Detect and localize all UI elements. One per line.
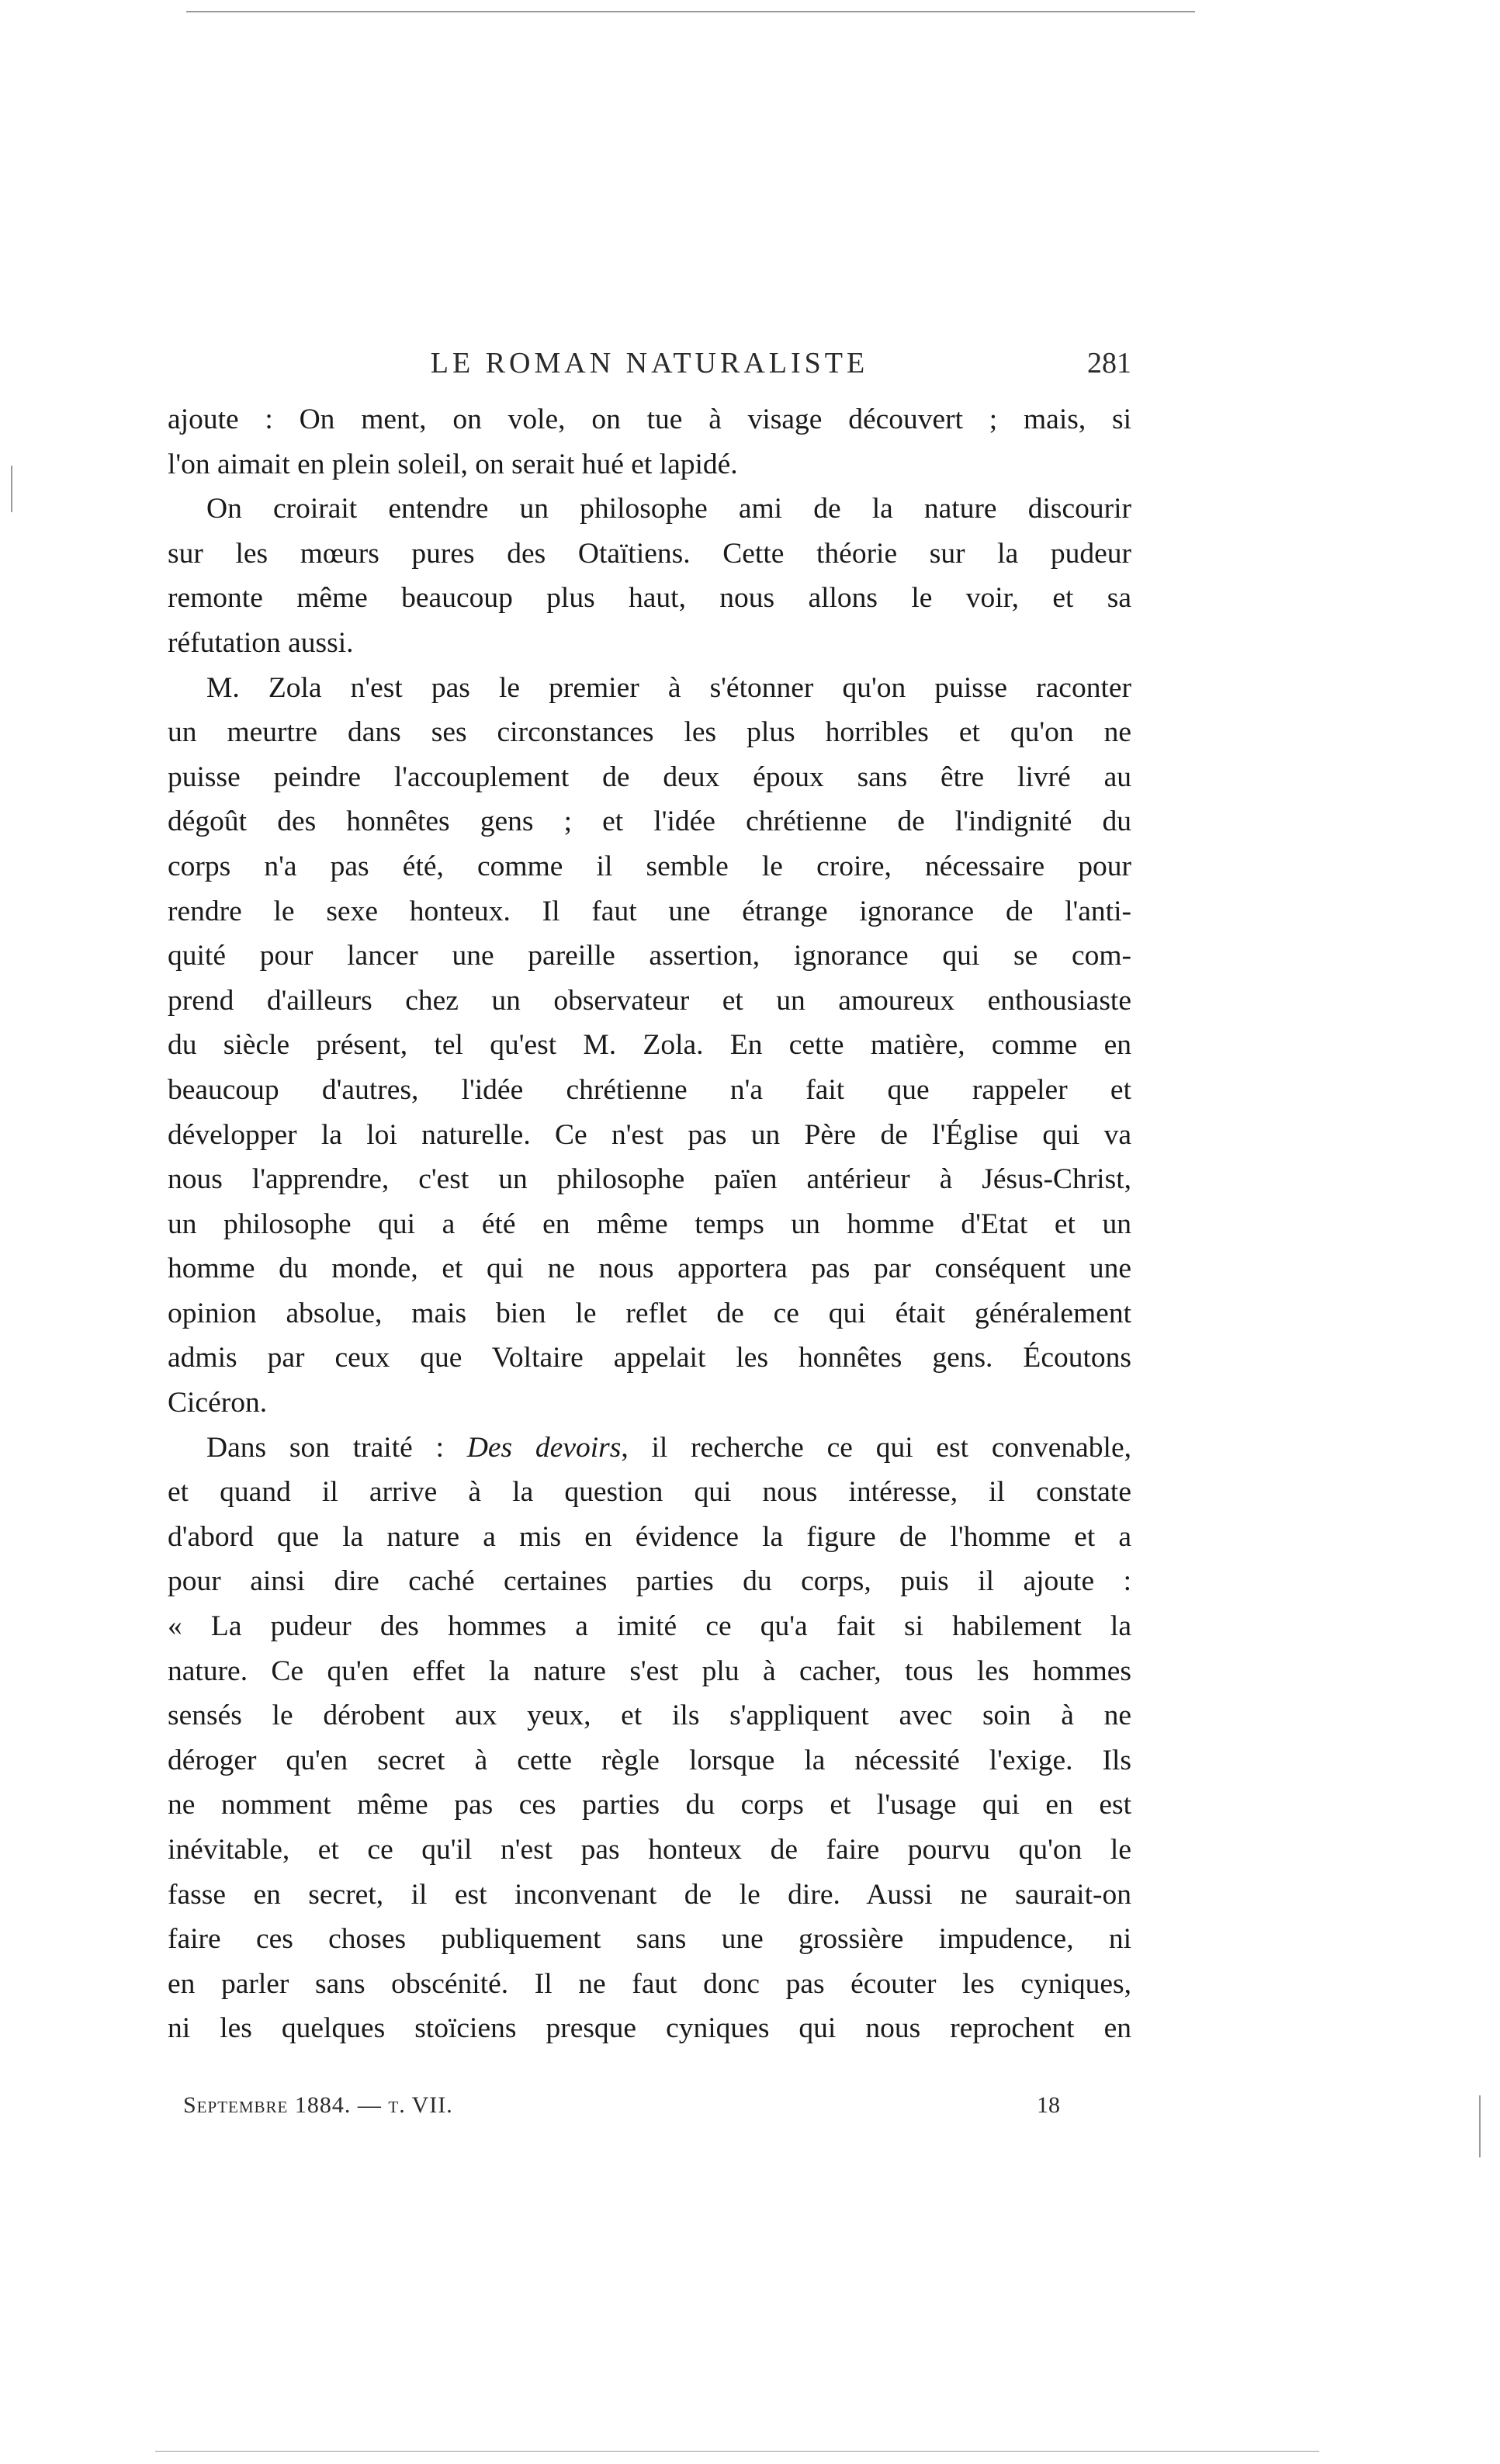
text-line: et quand il arrive à la question qui nous intéresse, il constate <box>168 1476 1131 1509</box>
scan-edge-mark-right <box>1479 2095 1481 2157</box>
text-line: faire ces choses publiquement sans une grossière impudence, ni <box>168 1923 1131 1956</box>
book-title-italic: Des devoirs <box>466 1431 622 1464</box>
scan-edge-mark-left <box>11 466 12 512</box>
text-line: pour ainsi dire caché certaines parties du corps, puis il ajoute : <box>168 1565 1131 1598</box>
text-line: corps n'a pas été, comme il semble le croire, nécessaire pour <box>168 850 1131 882</box>
text-line: prend d'ailleurs chez un observateur et un amoureux enthousiaste <box>168 984 1131 1017</box>
text-line: du siècle présent, tel qu'est M. Zola. En cette matière, comme en <box>168 1029 1131 1062</box>
text-line: ne nomment même pas ces parties du corps et l'usage qui en est <box>168 1789 1131 1821</box>
text-line: ajoute : On ment, on vole, on tue à visage découvert ; mais, si <box>168 404 1131 435</box>
text-segment: Dans son traité : <box>206 1431 445 1464</box>
text-line: réfutation aussi. <box>168 626 354 659</box>
text-line: inévitable, et ce qu'il n'est pas honteux de faire pourvu qu'on le <box>168 1834 1131 1866</box>
page-number: 281 <box>1087 347 1131 379</box>
text-line: en parler sans obscénité. Il ne faut donc pas écouter les cyniques, <box>168 1967 1131 2000</box>
text-line: puisse peindre l'accouplement de deux époux sans être livré au <box>168 761 1131 793</box>
text-line: sensés le dérobent aux yeux, et ils s'appliquent avec soin à ne <box>168 1700 1131 1732</box>
text-line: fasse en secret, il est inconvenant de le dire. Aussi ne saurait-on <box>168 1878 1131 1911</box>
text-line: l'on aimait en plein soleil, on serait hué et lapidé. <box>168 448 738 480</box>
page-header <box>168 341 1131 388</box>
footer-date-volume: Septembre 1884. — t. VII. <box>183 2092 453 2118</box>
body-text <box>168 397 1131 2051</box>
text-line: d'abord que la nature a mis en évidence la figure de l'homme et a <box>168 1520 1131 1553</box>
text-line: admis par ceux que Voltaire appelait les honnêtes gens. Écoutons <box>168 1342 1131 1374</box>
running-title: LE ROMAN NATURALISTE <box>430 347 869 379</box>
text-line: un philosophe qui a été en même temps un homme d'Etat et un <box>168 1208 1131 1240</box>
text-line: « La pudeur des hommes a imité ce qu'a fait si habilement la <box>168 1610 1131 1643</box>
text-line: remonte même beaucoup plus haut, nous allons le voir, et sa <box>168 582 1131 615</box>
text-line: M. Zola n'est pas le premier à s'étonner qu'on puisse raconter <box>206 671 1131 704</box>
text-line: opinion absolue, mais bien le reflet de ce qui était généralement <box>168 1297 1131 1329</box>
text-line: développer la loi naturelle. Ce n'est pas un Père de l'Église qui va <box>168 1118 1131 1151</box>
text-line: beaucoup d'autres, l'idée chrétienne n'a fait que rappeler et <box>168 1073 1131 1106</box>
text-line: nature. Ce qu'en effet la nature s'est plu à cacher, tous les hommes <box>168 1655 1131 1687</box>
text-line: rendre le sexe honteux. Il faut une étrange ignorance de l'anti- <box>168 895 1131 927</box>
text-line: On croirait entendre un philosophe ami de la nature discourir <box>206 493 1131 525</box>
text-line: homme du monde, et qui ne nous apportera pas par conséquent une <box>168 1253 1131 1285</box>
text-line: dégoût des honnêtes gens ; et l'idée chrétienne de l'indignité du <box>168 806 1131 838</box>
text-line: Cicéron. <box>168 1387 268 1419</box>
text-line: ni les quelques stoïciens presque cyniques qui nous reprochent en <box>168 2012 1131 2045</box>
text-line <box>168 1426 1131 1471</box>
text-line: déroger qu'en secret à cette règle lorsque la nécessité l'exige. Ils <box>168 1744 1131 1776</box>
scan-edge-mark-bottom <box>155 2451 1319 2452</box>
footer-signature-mark: 18 <box>1037 2092 1060 2118</box>
text-line: sur les mœurs pures des Otaïtiens. Cette théorie sur la pudeur <box>168 537 1131 570</box>
text-line: nous l'apprendre, c'est un philosophe païen antérieur à Jésus-Christ, <box>168 1163 1131 1196</box>
scan-edge-mark-top <box>186 11 1195 12</box>
page-footer <box>183 2092 1060 2131</box>
text-segment: , il recherche ce qui est convenable, <box>621 1431 1131 1464</box>
text-line: un meurtre dans ses circonstances les plus horribles et qu'on ne <box>168 716 1131 749</box>
text-line: quité pour lancer une pareille assertion, ignorance qui se com- <box>168 940 1131 972</box>
